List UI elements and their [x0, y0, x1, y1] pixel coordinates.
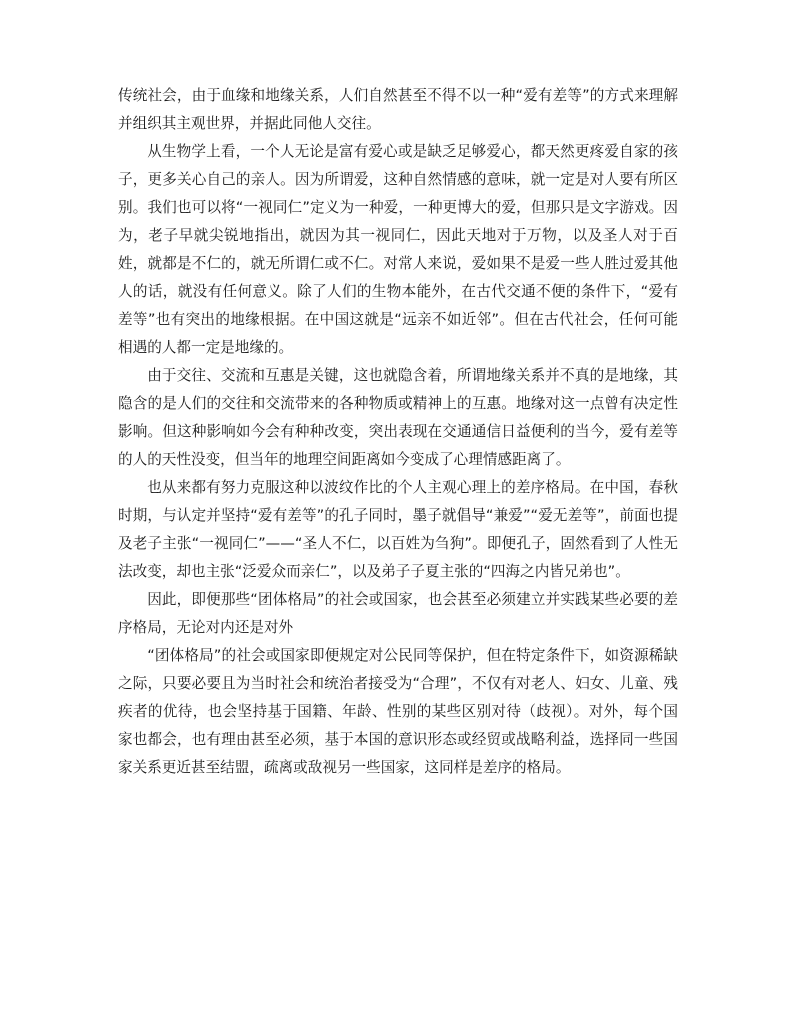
paragraph-5: 因此，即便那些“团体格局”的社会或国家，也会甚至必须建立并实践某些必要的差序格局，无论对内还是对外	[118, 591, 678, 636]
paragraph-1: 传统社会，由于血缘和地缘关系，人们自然甚至不得不以一种“爱有差等”的方式来理解并组织其主观世界，并据此同他人交往。	[118, 87, 678, 132]
paragraph-4: 也从来都有努力克服这种以波纹作比的个人主观心理上的差序格局。在中国，春秋时期，与认定并坚持“爱有差等”的孔子同时，墨子就倡导“兼爱”“爱无差等”，前面也提及老子主张“一视同仁”——“圣人不仁，以百姓为刍狗”。即便孔子，固然看到了人性无法改变，却也主张“泛爱众而亲仁”，以及弟子子夏主张的“四海之内皆兄弟也”。	[118, 479, 678, 580]
paragraph-6: “团体格局”的社会或国家即便规定对公民同等保护，但在特定条件下，如资源稀缺之际，只要必要且为当时社会和统治者接受为“合理”，不仅有对老人、妇女、儿童、残疾者的优待，也会坚持基于国籍、年龄、性别的某些区别对待（歧视）。对外，每个国家也都会，也有理由甚至必须，基于本国的意识形态或经贸或战略利益，选择同一些国家关系更近甚至结盟，疏离或敌视另一些国家，这同样是差序的格局。	[118, 647, 678, 776]
document-body	[118, 82, 678, 782]
paragraph-3: 由于交往、交流和互惠是关键，这也就隐含着，所谓地缘关系并不真的是地缘，其隐含的是人们的交往和交流带来的各种物质或精神上的互惠。地缘对这一点曾有决定性影响。但这种影响如今会有种种改变，突出表现在交通通信日益便利的当今，爱有差等的人的天性没变，但当年的地理空间距离如今变成了心理情感距离了。	[118, 367, 678, 468]
paragraph-2: 从生物学上看，一个人无论是富有爱心或是缺乏足够爱心，都天然更疼爱自家的孩子，更多关心自己的亲人。因为所谓爱，这种自然情感的意味，就一定是对人要有所区别。我们也可以将“一视同仁”定义为一种爱，一种更博大的爱，但那只是文字游戏。因为，老子早就尖锐地指出，就因为其一视同仁，因此天地对于万物，以及圣人对于百姓，就都是不仁的，就无所谓仁或不仁。对常人来说，爱如果不是爱一些人胜过爱其他人的话，就没有任何意义。除了人们的生物本能外，在古代交通不便的条件下，“爱有差等”也有突出的地缘根据。在中国这就是“远亲不如近邻”。但在古代社会，任何可能相遇的人都一定是地缘的。	[118, 143, 678, 356]
